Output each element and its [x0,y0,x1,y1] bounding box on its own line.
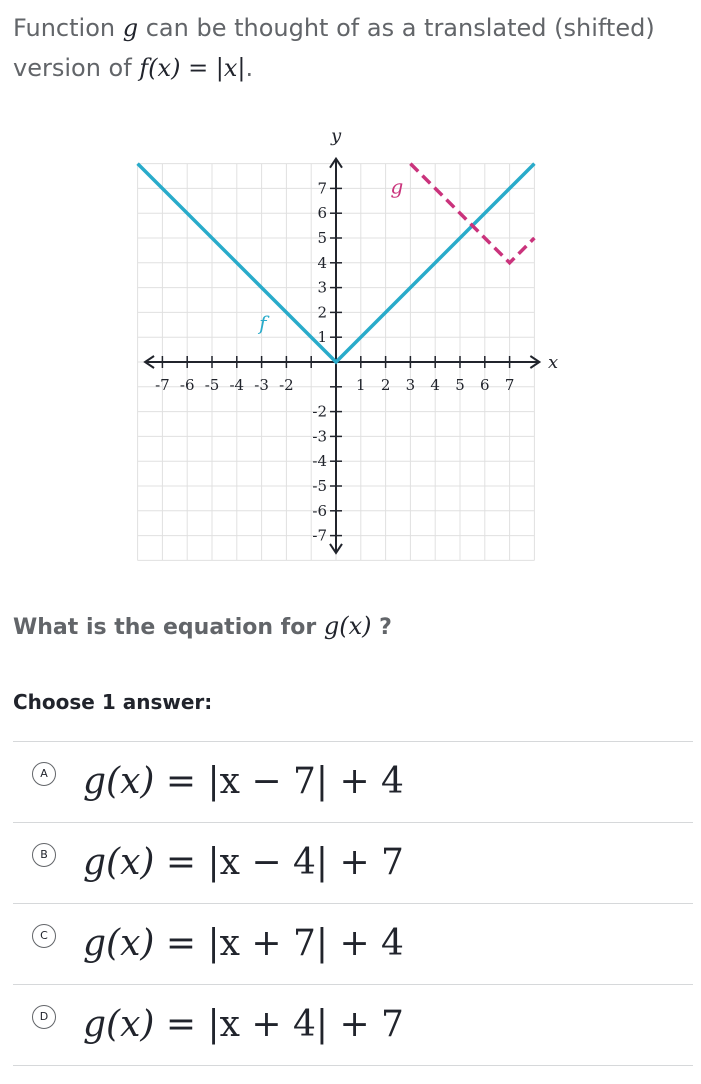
y-tick-label: -7 [312,526,327,545]
x-tick-label: 2 [380,376,391,394]
y-tick-label: -4 [312,452,327,471]
choice-equation-lhs: g(x) [83,1004,155,1045]
x-tick-label: 5 [455,376,465,394]
y-tick-label: 5 [317,229,327,247]
choice-letter-badge: B [32,843,56,867]
y-tick-label: 1 [317,328,327,347]
x-tick-label: -5 [204,376,220,394]
choice-c[interactable] [13,903,693,984]
y-tick-label: -6 [312,501,327,520]
question-math: g(x) [323,612,372,640]
y-tick-label: -3 [312,427,327,446]
x-tick-label: -4 [229,376,245,394]
choice-equation [83,1003,404,1047]
choice-equation-rhs: = |x + 4| + 7 [154,1004,404,1045]
choice-equation-lhs: g(x) [83,842,155,883]
x-tick-label: -7 [155,376,170,394]
x-tick-label: 6 [480,376,490,394]
question-suffix: ? [371,615,392,640]
x-tick-label: 3 [405,376,416,394]
choice-letter-badge: A [32,762,56,786]
x-tick-label: -2 [279,376,294,394]
y-tick-label: -2 [312,402,327,421]
y-tick-label: 2 [317,303,327,322]
choose-label: Choose 1 answer: [13,690,213,714]
g-curve-label: g [390,174,404,199]
x-tick-label: -6 [179,376,195,394]
question [13,612,392,640]
graph [130,128,560,568]
y-tick-label: 4 [317,253,327,272]
x-tick-label: 7 [504,376,515,394]
question-text: What is the equation for [13,615,324,640]
answer-choices [13,741,693,1066]
choice-equation-lhs: g(x) [83,761,155,802]
choice-equation-rhs: = |x − 4| + 7 [154,842,404,883]
choice-equation-rhs: = |x + 7| + 4 [154,923,404,964]
choice-letter-badge: C [32,924,56,948]
intro-f-expression: f(x) = |x| [139,54,246,82]
intro-text-rest: can be thought of as a translated (shifted) [138,14,655,42]
choice-equation [83,922,404,966]
choice-equation [83,841,404,885]
y-tick-label: 3 [317,278,327,297]
f-curve-label: f [259,310,267,335]
x-axis-label: x [548,352,559,373]
x-tick-label: 1 [356,376,366,394]
choice-equation-lhs: g(x) [83,923,155,964]
x-tick-label: 4 [430,376,440,394]
choice-b[interactable] [13,822,693,903]
y-tick-label: 7 [317,179,327,198]
choice-equation-rhs: = |x − 7| + 4 [154,761,404,802]
intro-text: Function [13,14,123,42]
choice-a[interactable] [13,741,693,822]
choice-letter-badge: D [32,1005,56,1029]
x-tick-label: -3 [254,376,269,394]
y-tick-label: -5 [312,477,327,495]
choice-equation [83,760,404,804]
y-axis-label: y [331,128,342,147]
intro-period: . [245,54,254,82]
intro-var-g: g [122,14,139,42]
problem-intro [13,8,693,88]
choice-d[interactable] [13,984,693,1066]
intro-text-line2: version of [13,54,140,82]
y-tick-label: 6 [317,204,327,223]
